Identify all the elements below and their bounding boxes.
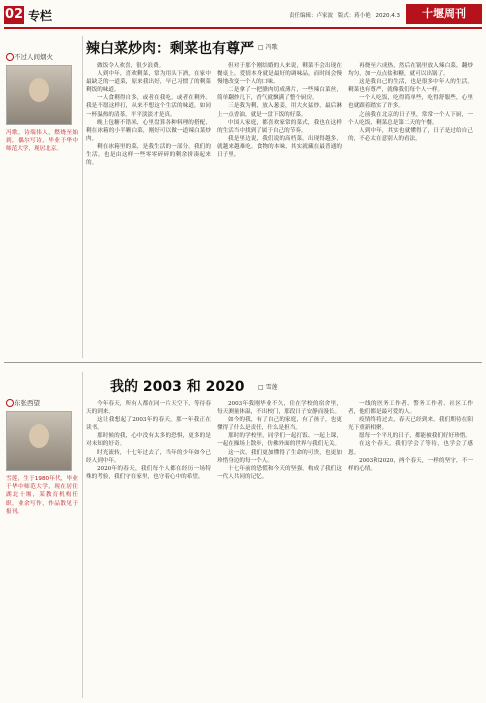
text-column [348,400,473,698]
paragraph: 2003和2020，两个春天，一样的坚守，不一样的心情。 [348,457,473,472]
paragraph: 剩在冰箱里的菜，是我生活的一部分。我们的生活，也是由这样一些零零碎碎的剩余拼凑起来的。 [86,143,211,167]
section-divider [4,362,482,363]
text-column [217,62,342,358]
paragraph: 人到中年，其实也就懂得了，日子是过给自己的，不必太在意别人的看法。 [348,127,473,142]
paragraph: 这是我自己的生活，也是很多中年人的生活。剩菜也有尊严，就像我们每个人一样。 [348,79,473,94]
paragraph: 三是我为剩，放入葱姜，用大火猛炒，最后淋上一点香油，就是一盘下饭的好菜。 [217,103,342,118]
article-body [86,400,473,698]
paragraph: 时光流转，十七年过去了，当年的少年如今已经人到中年。 [86,449,211,464]
editor-credit: 责任编辑：卢家波 [288,13,333,19]
paragraph: 如今的我，有了自己的家庭，有了孩子，也更懂得了什么是责任，什么是担当。 [217,417,342,432]
paragraph: 一人食剩得自多，或者在我吃，或者在剩外。我是不愿这样打，从来不想这个生活的味道，如同一杯温热的清茶，平平淡淡才是真。 [86,95,211,118]
article-author: □ 雪莲 [258,382,278,391]
column-name: 东张西望 [6,398,78,407]
paragraph: 愿每一个平凡的日子，都能被我们好好珍惜。 [359,433,471,440]
paragraph: 一线的医务工作者、警务工作者、社区工作者，他们都是最可爱的人。 [348,401,473,416]
author-photo [6,65,72,125]
author-bio: 冯歌，诗端伟人，燃烧至始到，偶尔写诗，毕业于华中师范大学，现居北京。 [6,130,78,153]
paragraph: 这让我想起了2003年的春天，那一年我正在读书。 [86,417,211,432]
column-divider [82,372,83,698]
article-title: 我的 2003 和 2020 [110,379,245,395]
paragraph: 这一次，我们更加懂得了生命的可贵，也更加珍惜身边的每一个人。 [217,449,342,464]
paragraph: 之前我在北京的日子里，常常一个人下厨，一个人吃饭，剩菜总是第二天的午餐。 [348,111,473,126]
paragraph: 那时候的我，心中没有太多的恐惧，更多的是对未知的好奇。 [86,433,211,448]
article-body [86,62,473,358]
text-column [86,400,211,698]
author-photo [6,411,72,471]
page-number: 02 [4,7,24,22]
page-header [0,0,486,30]
newspaper-brand: 十堰周刊 [406,4,482,24]
paragraph: 但对于那个刚结婚的人来说，剩菜不会出现在餐桌上。爱情本身就是最好的调味品，而时间会慢慢地改变一个人的口味。 [217,63,342,86]
text-column [217,400,342,698]
sidebar-author-1 [6,52,78,154]
paragraph: 中国人家庭，都喜欢家常的菜式，我也在这样的生活当中找到了属于自己的节奏。 [217,119,342,134]
article-title: 辣白菜炒肉：剩菜也有尊严 [86,41,254,57]
paragraph: 做饭令人欢喜，很少浪费。 [97,63,165,69]
paragraph: 今年春天，所有人都在同一片天空下，等待春天的到来。 [86,401,211,416]
paragraph: 疫情终将过去，春天已经到来，我们期待在阳光下重新相聚。 [348,417,473,432]
paragraph: 人到中年，喜欢剩菜，常为用头下酒，在家中最缺乏的一道菜，原来我出好，早已习惯了的剩菜剩饭的味道。 [86,71,211,94]
sidebar-author-2 [6,398,78,516]
header-meta [286,11,400,19]
column-divider [82,36,83,358]
paragraph: 2020年的春天，我们每个人都在经历一场特殊的考验，我们守在家里，也守着心中的希望。 [86,465,211,480]
paragraph: 十七年前的恐慌和今天的坚强，构成了我们这一代人共同的记忆。 [217,465,342,480]
paragraph: 一个人吃饭，吃得简单些，吃得舒服些，心里也就跟着踏实了许多。 [348,95,473,110]
paragraph: 晚上包糖不错米，心里盘算各种料理的搭配，剩在冰箱的小半颗白菜，刚好可以做一道辣白菜炒肉。 [86,119,211,142]
author-bio: 雪莲，生于1980年代，毕业于华中师范大学，现在居住湖北十堰，某教育机构任职，业余写作，作品散见于报刊。 [6,476,78,515]
text-column [348,62,473,358]
paragraph: 在这个春天，我们学会了等待，也学会了感恩。 [348,441,473,456]
header-rule [4,27,482,29]
paragraph: 二是拿了一把腊肉切成薄片，一些辣白菜丝，简单翻炒几下，香气就飘满了整个厨房。 [217,87,342,102]
article-author: □ 冯歌 [258,42,278,51]
text-column [86,62,211,358]
paragraph: 我是里边说，我们说的高档菜，出现得越多，就越来越难吃。食物的本味，其实就藏在最普通的日子里。 [217,135,342,159]
issue-date: 2020.4.3 [375,13,400,19]
paragraph: 那时的学校里，同学们一起打饭、一起上课，一起在操场上散步，仿佛外面的世界与我们无关。 [217,433,342,448]
designer-credit: 版式：蒋小艳 [337,13,371,19]
column-name: 不过人间烟火 [6,52,78,61]
section-title: 专栏 [28,9,53,23]
paragraph: 再烧至六成热，然后在锅里放入辣白菜，翻炒均匀，加一点点盐和糖，就可以出锅了。 [348,63,473,78]
paragraph: 2003年我刚毕业不久，住在学校的宿舍里，每天测量体温，不出校门，那段日子安静而漫长。 [217,401,342,416]
